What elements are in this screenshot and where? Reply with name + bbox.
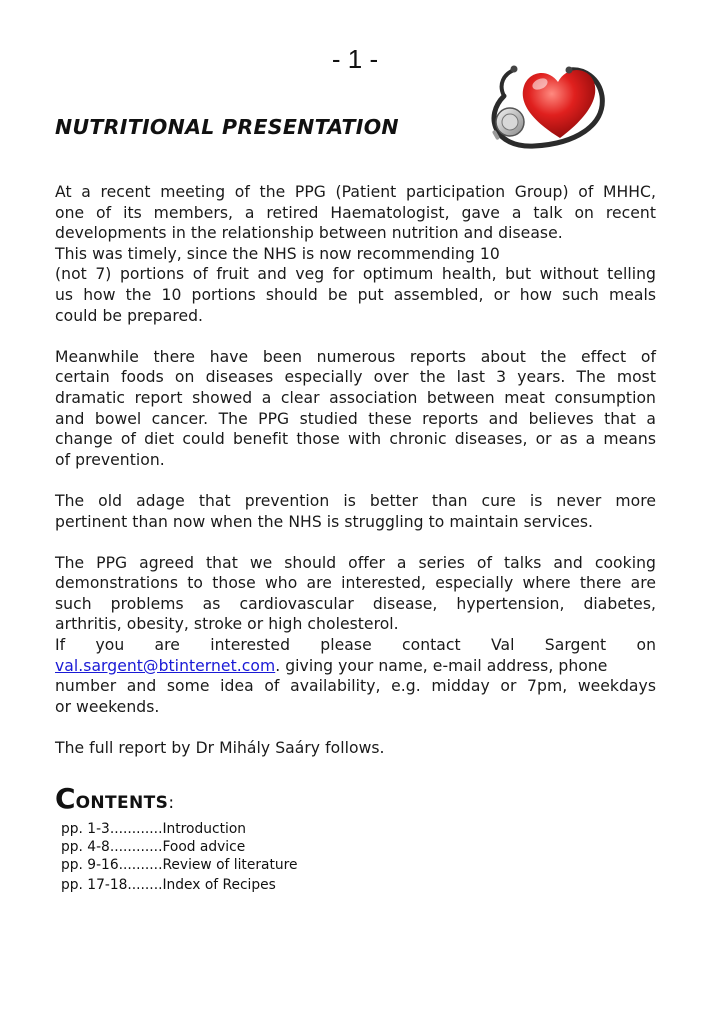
text-line: At a recent meeting of the PPG (Patient participation Group) of MHHC, [55,183,656,201]
text-line: such problems as cardiovascular disease, hypertension, diabetes, [55,594,656,613]
text-line: of prevention. [55,450,165,469]
text-line: arthritis, obesity, stroke or high cholesterol. [55,615,399,634]
text-line: certain foods on diseases especially over the last 3 years. The most [55,368,656,387]
contents-heading-rest: ONTENTS [75,793,169,813]
contents-heading-initial: C [55,782,76,815]
contents-heading-colon: : [168,793,175,813]
text-line: Meanwhile there have been numerous reports about the effect of [55,347,656,366]
text-line: could be prepared. [55,306,204,325]
text-line: number and some idea of availability, e.g. midday or 7pm, weekdays [55,677,656,696]
paragraph-reports [55,347,656,471]
contents-list [61,820,297,894]
email-link[interactable]: val.sargent@btinternet.com [55,656,276,675]
text-line: The old adage that prevention is better than cure is never more [55,491,656,510]
text-line: pertinent than now when the NHS is struggling to maintain services. [55,512,594,531]
text-line: This was timely, since the NHS is now recommending 10 [55,244,500,263]
text-line: dramatic report showed a clear association between meat consumption [55,388,656,407]
text-line: demonstrations to those who are interested, especially where there are [55,574,656,593]
contents-item: pp. 4-8............Food advice [61,839,246,855]
contents-item: pp. 17-18........Index of Recipes [61,877,276,893]
text-line: (not 7) portions of fruit and veg for optimum health, but without telling [55,265,656,284]
text-line: us how the 10 portions should be put assembled, or how such meals [55,285,656,304]
text-line: change of diet could benefit those with chronic diseases, or as a means [55,430,656,449]
paragraph-full-report [55,738,656,759]
article-body [55,182,656,779]
text-line: The PPG agreed that we should offer a series of talks and cooking [55,553,656,572]
contents-heading [55,782,174,815]
page-number: - 1 - [331,44,379,74]
text-line: one of its members, a retired Haematologist, gave a talk on recent [55,203,656,222]
text-line: developments in the relationship between nutrition and disease. [55,224,563,243]
paragraph-adage [55,491,656,532]
paragraph-talks [55,553,656,718]
text-fragment: . giving your name, e-mail address, phone [275,656,608,675]
heart-stethoscope-icon [474,56,608,152]
text-line: The full report by Dr Mihály Saáry follows. [55,739,385,758]
page-title: NUTRITIONAL PRESENTATION [55,115,399,139]
contents-item: pp. 1-3............Introduction [61,821,246,837]
text-line: or weekends. [55,697,160,716]
text-line: and bowel cancer. The PPG studied these reports and believes that a [55,409,656,428]
email-line [55,656,656,677]
text-line: If you are interested please contact Val Sargent on [55,636,656,655]
paragraph-intro [55,182,656,326]
contents-item: pp. 9-16..........Review of literature [61,857,298,873]
